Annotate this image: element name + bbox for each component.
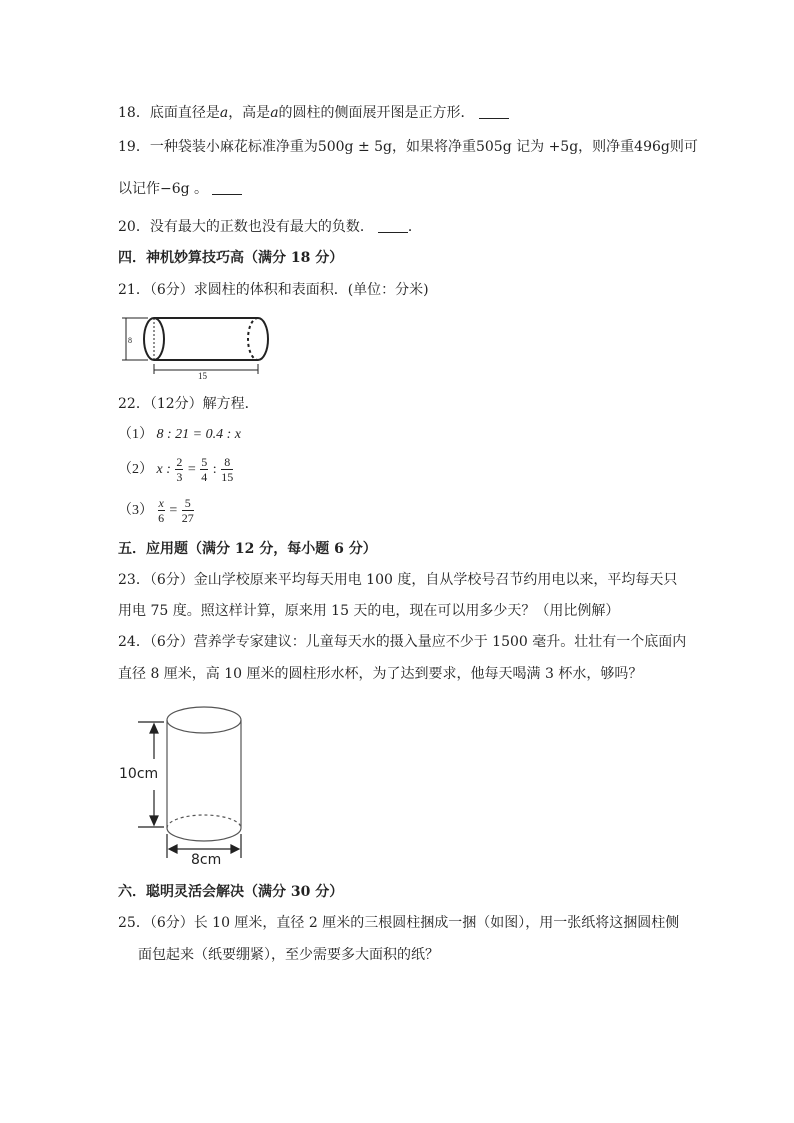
question-24-line-2: 直径 8 厘米，高 10 厘米的圆柱形水杯，为了达到要求，他每天喝满 3 杯水，够吗？ xyxy=(118,666,643,682)
cup-height-label: 10cm xyxy=(119,766,159,782)
question-25-line-1: 25．（6分）长 10 厘米，直径 2 厘米的三根圆柱捆成一捆（如图），用一张纸将这捆圆柱侧 xyxy=(118,915,680,931)
variable-a: a xyxy=(270,105,279,121)
variable-a: a xyxy=(219,105,229,121)
fraction: $\frac{x}{6}$ xyxy=(158,496,165,526)
fig-length-label: 15 xyxy=(198,371,207,380)
equation-3: （3） $\frac{x}{6}$ = $\frac{5}{27}$ xyxy=(118,496,194,526)
question-25-line-2: 面包起来（纸要绷紧），至少需要多大面积的纸？ xyxy=(138,947,439,963)
question-19-line-1: 19．一种袋装小麻花标准净重为500g ± 5g，如果将净重505g 记为 +5g，则净重496g则可 xyxy=(118,139,698,155)
answer-blank[interactable] xyxy=(479,104,509,119)
question-22: 22．（12分）解方程． xyxy=(118,396,259,412)
question-21: 21．（6分）求圆柱的体积和表面积．(单位：分米) xyxy=(118,282,429,298)
fraction: $\frac{5}{4}$ xyxy=(201,455,208,485)
fig-height-label: 8 xyxy=(128,336,132,345)
section-4-heading: 四．神机妙算技巧高（满分 18 分） xyxy=(118,250,344,266)
question-23-line-2: 用电 75 度。照这样计算，原来用 15 天的电，现在可以用多少天？（用比例解） xyxy=(118,603,620,619)
answer-blank[interactable] xyxy=(212,180,242,195)
question-18: 18．底面直径是a，高是a的圆柱的侧面展开图是正方形． xyxy=(118,103,509,123)
question-19-line-2: 以记作−6g 。 xyxy=(118,179,242,199)
answer-blank[interactable] xyxy=(378,218,408,233)
question-24-line-1: 24．（6分）营养学专家建议：儿童每天水的摄入量应不少于 1500 毫升。壮壮有一个底面内 xyxy=(118,634,687,650)
section-6-heading: 六．聪明灵活会解决（满分 30 分） xyxy=(118,884,344,900)
water-cup-figure xyxy=(118,698,258,870)
cylinder-figure-21 xyxy=(118,308,278,380)
fraction: $\frac{8}{15}$ xyxy=(221,455,234,485)
question-23-line-1: 23．（6分）金山学校原来平均每天用电 100 度，自从学校号召节约用电以来，平均每天只 xyxy=(118,572,678,588)
section-5-heading: 五．应用题（满分 12 分，每小题 6 分） xyxy=(118,541,377,557)
equation-1: （1） 8 : 21 = 0.4 : x xyxy=(118,427,241,442)
fraction: $\frac{2}{3}$ xyxy=(176,455,183,485)
equation-2: （2） x : $\frac{2}{3}$ = $\frac{5}{4}$ : $\frac{8}{15}$ xyxy=(118,455,234,485)
fraction: $\frac{5}{27}$ xyxy=(181,496,194,526)
question-20: 20．没有最大的正数也没有最大的负数． ． xyxy=(118,219,422,235)
cup-diameter-label: 8cm xyxy=(191,852,222,868)
